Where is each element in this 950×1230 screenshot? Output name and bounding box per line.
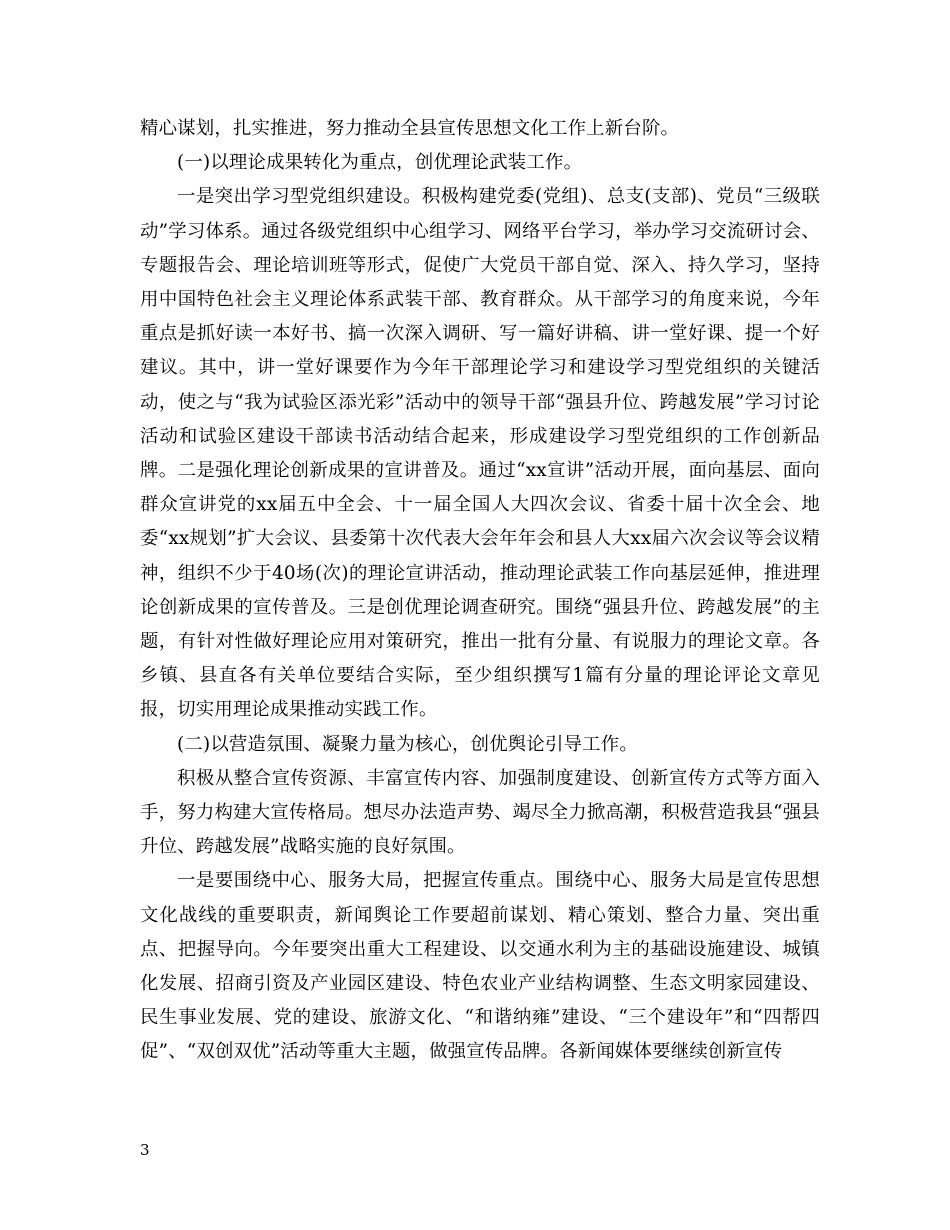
paragraph-publicity-pattern: 积极从整合宣传资源、丰富宣传内容、加强制度建设、创新宣传方式等方面入手，努力构建大宣传格局。想尽办法造声势、竭尽全力掀高潮，积极营造我县“强县升位、跨越发展”战略实施的良好氛围。	[140, 767, 820, 858]
paragraph-continuation: 精心谋划，扎实推进，努力推动全县宣传思想文化工作上新台阶。	[140, 118, 680, 139]
body-text	[140, 112, 820, 1070]
section-heading-1: (一)以理论成果转化为重点，创优理论武装工作。	[177, 152, 583, 174]
page-number: 3	[140, 1141, 150, 1159]
section-heading-2: (二)以营造氛围、凝聚力量为核心，创优舆论引导工作。	[177, 733, 638, 755]
paragraph-publicity-focus: 一是要围绕中心、服务大局，把握宣传重点。围绕中心、服务大局是宣传思想文化战线的重要职责，新闻舆论工作要超前谋划、精心策划、整合力量、突出重点、把握导向。今年要突出重大工程建设、以交通水利为主的基础设施建设、城镇化发展、招商引资及产业园区建设、特色农业产业结构调整、生态文明家园建设、民生事业发展、党的建设、旅游文化、“和谐纳雍”建设、“三个建设年”和“四帮四促”、“双创双优”活动等重大主题，做强宣传品牌。各新闻媒体要继续创新宣传	[140, 870, 820, 1063]
paragraph-theory: 一是突出学习型党组织建设。积极构建党委(党组)、总支(支部)、党员“三级联动”学习体系。通过各级党组织中心组学习、网络平台学习，举办学习交流研讨会、专题报告会、理论培训班等形式，促使广大党员干部自觉、深入、持久学习，坚持用中国特色社会主义理论体系武装干部、教育群众。从干部学习的角度来说，今年重点是抓好读一本好书、搞一次深入调研、写一篇好讲稿、讲一堂好课、提一个好建议。其中，讲一堂好课要作为今年干部理论学习和建设学习型党组织的关键活动，使之与“我为试验区添光彩”活动中的领导干部“强县升位、跨越发展”学习讨论活动和试验区建设干部读书活动结合起来，形成建设学习型党组织的工作创新品牌。二是强化理论创新成果的宣讲普及。通过“xx宣讲”活动开展，面向基层、面向群众宣讲党的xx届五中全会、十一届全国人大四次会议、省委十届十次全会、地委“xx规划”扩大会议、县委第十次代表大会年年会和县人大xx届六次会议等会议精神，组织不少于40场(次)的理论宣讲活动，推动理论武装工作向基层延伸，推进理论创新成果的宣传普及。三是创优理论调查研究。围绕“强县升位、跨越发展”的主题，有针对性做好理论应用对策研究，推出一批有分量、有说服力的理论文章。各乡镇、县直各有关单位要结合实际，至少组织撰写1篇有分量的理论评论文章见报，切实用理论成果推动实践工作。	[140, 186, 820, 721]
